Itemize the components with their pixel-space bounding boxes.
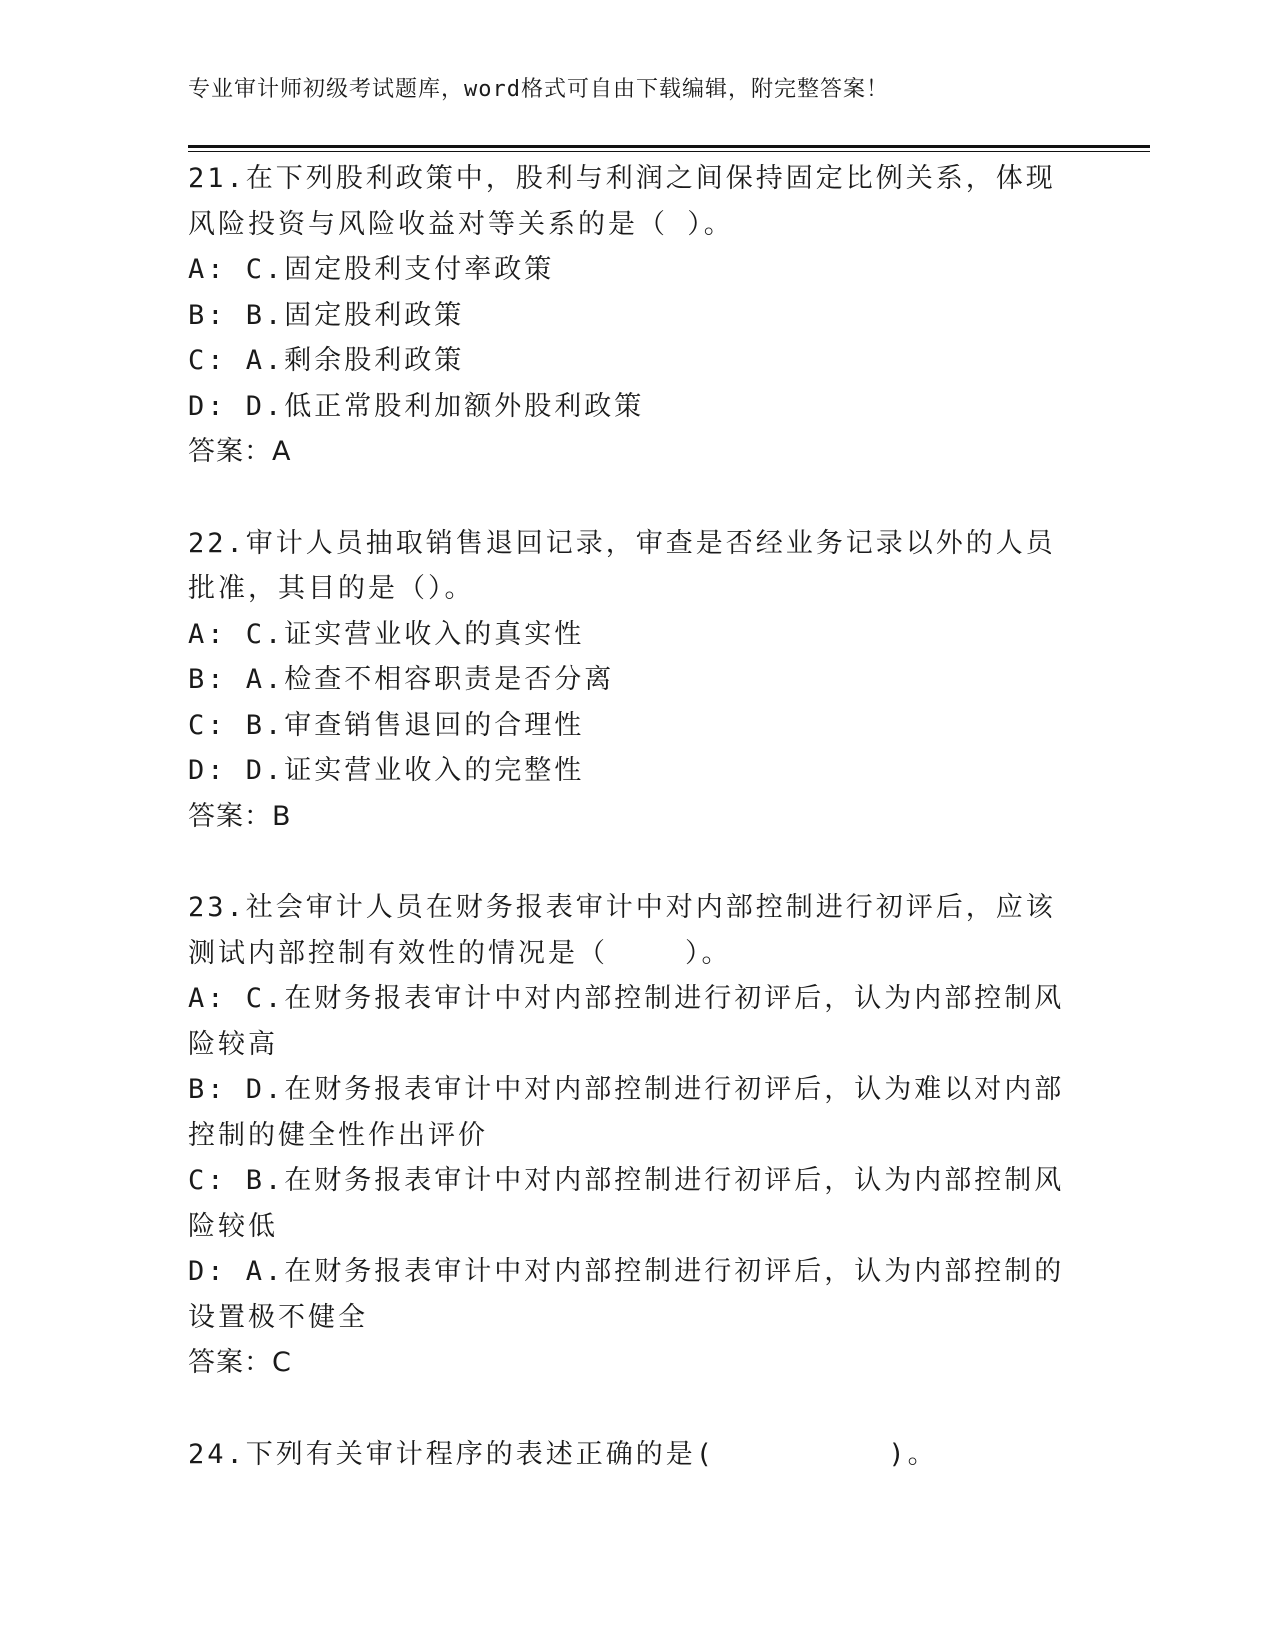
question-stem: 24.下列有关审计程序的表述正确的是( )。	[188, 1438, 938, 1470]
option-b: B: A.检查不相容职责是否分离	[188, 664, 615, 695]
answer-label: 答案：B	[188, 800, 292, 832]
option-b: B: D.在财务报表审计中对内部控制进行初评后，认为难以对内部控制的健全性作出评价	[188, 1074, 1065, 1151]
page-header: 专业审计师初级考试题库，word格式可自由下载编辑，附完整答案！	[188, 77, 889, 102]
header-rule-thin	[188, 151, 1150, 152]
question-stem: 23.社会审计人员在财务报表审计中对内部控制进行初评后，应该测试内部控制有效性的情况是（ ）。	[188, 892, 1056, 969]
option-a: A: C.证实营业收入的真实性	[188, 618, 585, 650]
question-22	[188, 521, 1078, 840]
answer-label: 答案：C	[188, 1347, 292, 1378]
option-c: C: A.剩余股利政策	[188, 345, 465, 376]
answer-label: 答案：A	[188, 436, 292, 467]
option-c: C: B.审查销售退回的合理性	[188, 709, 585, 741]
question-24	[188, 1432, 1078, 1478]
option-b: B: B.固定股利政策	[188, 299, 465, 331]
question-list	[188, 156, 1078, 1523]
option-a: A: C.固定股利支付率政策	[188, 254, 555, 285]
question-23	[188, 885, 1078, 1386]
header-rule-thick	[188, 145, 1150, 148]
option-d: D: D.证实营业收入的完整性	[188, 755, 585, 786]
option-d: D: D.低正常股利加额外股利政策	[188, 390, 645, 422]
question-stem: 22.审计人员抽取销售退回记录，审查是否经业务记录以外的人员批准，其目的是（）。	[188, 527, 1056, 604]
option-d: D: A.在财务报表审计中对内部控制进行初评后，认为内部控制的设置极不健全	[188, 1256, 1065, 1333]
option-a: A: C.在财务报表审计中对内部控制进行初评后，认为内部控制风险较高	[188, 983, 1065, 1060]
option-c: C: B.在财务报表审计中对内部控制进行初评后，认为内部控制风险较低	[188, 1165, 1065, 1242]
question-21	[188, 156, 1078, 475]
question-stem: 21.在下列股利政策中，股利与利润之间保持固定比例关系，体现风险投资与风险收益对等关系的是（ ）。	[188, 163, 1056, 240]
